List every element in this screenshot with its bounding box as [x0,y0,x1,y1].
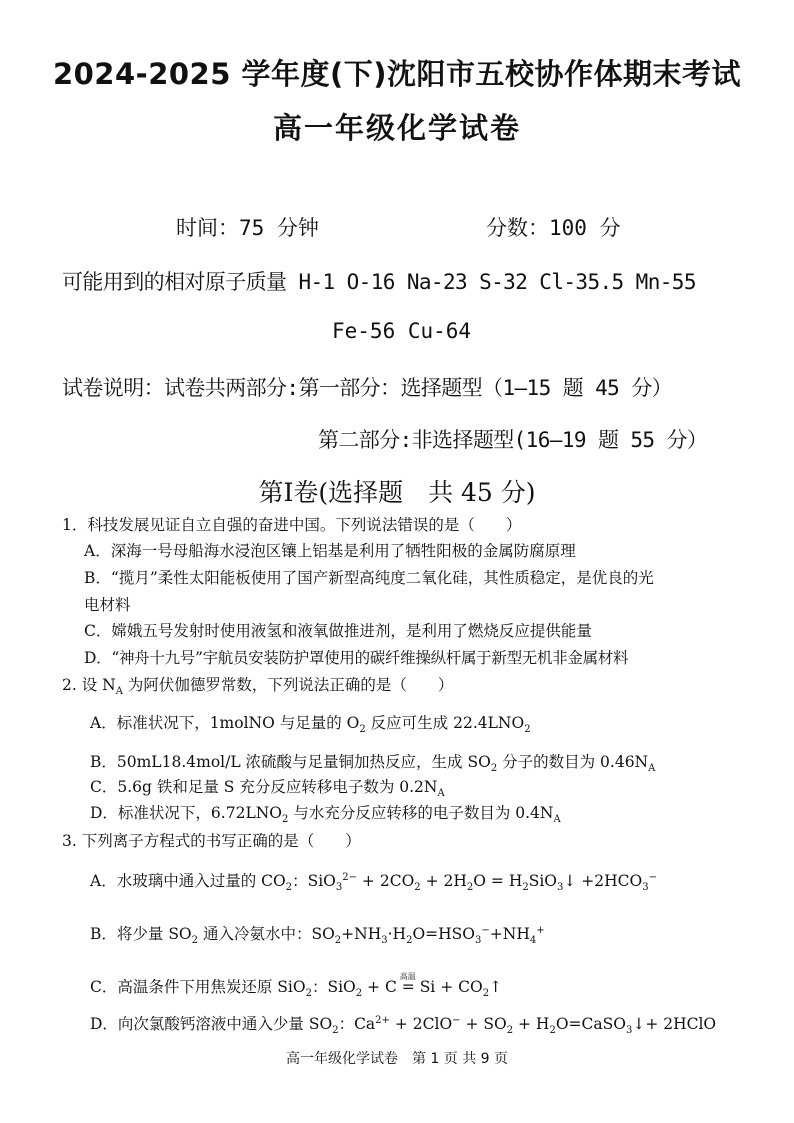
page-footer: 高一年级化学试卷 第 1 页 共 9 页 [285,1051,509,1067]
q2-option-d: D．标准状况下，$6.72LNO_2$ 与水充分反应转移的电子数目为 $0.4N_A$ [90,804,561,826]
q1-option-d: D．“神舟十九号”宇航员安装防护罩使用的碳纤维操纵杆属于新型无机非金属材料 [84,649,629,667]
q3-option-c: C．高温条件下用焦炭还原 SiO$_2$：SiO$_2$ + C 高温 = $Si + CO_2↑$ [90,977,502,997]
exam-score: 分数：100 分 [486,216,621,240]
instructions-line2: 第二部分:非选择题型(16—19 题 55 分） [318,428,708,452]
q2-option-c: C．5.6g 铁和足量 S 充分反应转移电子数为 $0.2N_A$ [90,778,445,800]
q1-option-b-line2: 电材料 [84,596,131,614]
section-title: 第Ⅰ卷(选择题 共 45 分) [258,478,536,507]
q1-option-b-line1: B．“揽月”柔性太阳能板使用了国产新型高纯度二氧化硅，其性质稳定，是优良的光 [84,569,654,587]
q1-option-a: A．深海一号母船海水浸泡区镶上铝基是利用了牺牲阳极的金属防腐原理 [84,542,576,560]
atomic-masses-line2: Fe-56 Cu-64 [332,319,472,343]
q3-option-a: A．水玻璃中通入过量的 $CO_2$：$SiO_3^{2-} + 2CO_2 + 2H_2O$ = $H_2SiO_3↓ +2HCO_3^-$ [90,871,658,894]
exam-title: 2024-2025 学年度(下)沈阳市五校协作体期末考试 [52,57,742,91]
q2-option-b: B．50mL18.4mol/L 浓硫酸与足量铜加热反应，生成 $SO_2$ 分子的数目为 $0.46N_A$ [90,753,656,775]
q1-stem: 1．科技发展见证自立自强的奋进中国。下列说法错误的是（ ） [62,516,522,534]
reaction-condition: 高温 [399,972,416,981]
q2-stem: 2. 设 $N_A$ 为阿伏伽德罗常数，下列说法正确的是（ ） [62,676,454,698]
q2-option-a: A．标准状况下，1molNO 与足量的 $O_2$ 反应可生成 $22.4LNO_2$ [90,714,531,736]
q3-option-b: B．将少量 $SO_2$ 通入冷氨水中：$SO_2+NH_3\cdot H_2O=HSO_3^-+NH_4^+$ [90,924,545,947]
exam-subtitle: 高一年级化学试卷 [272,111,521,145]
atomic-masses-line1: 可能用到的相对原子质量 H-1 O-16 Na-23 S-32 Cl-35.5 Mn-55 [62,270,696,294]
q3-option-d: D．向次氯酸钙溶液中通入少量 $SO_2$：$Ca^{2+} + 2ClO^- + SO_2$ + $H_2O=CaSO_3↓+$ 2HClO [90,1014,717,1037]
q1-option-c: C．嫦娥五号发射时使用液氢和液氧做推进剂，是利用了燃烧反应提供能量 [84,622,592,640]
exam-time: 时间：75 分钟 [176,216,319,240]
instructions-line1: 试卷说明：试卷共两部分:第一部分：选择题型（1—15 题 45 分） [62,376,673,400]
q3-stem: 3. 下列离子方程式的书写正确的是（ ） [62,832,361,850]
